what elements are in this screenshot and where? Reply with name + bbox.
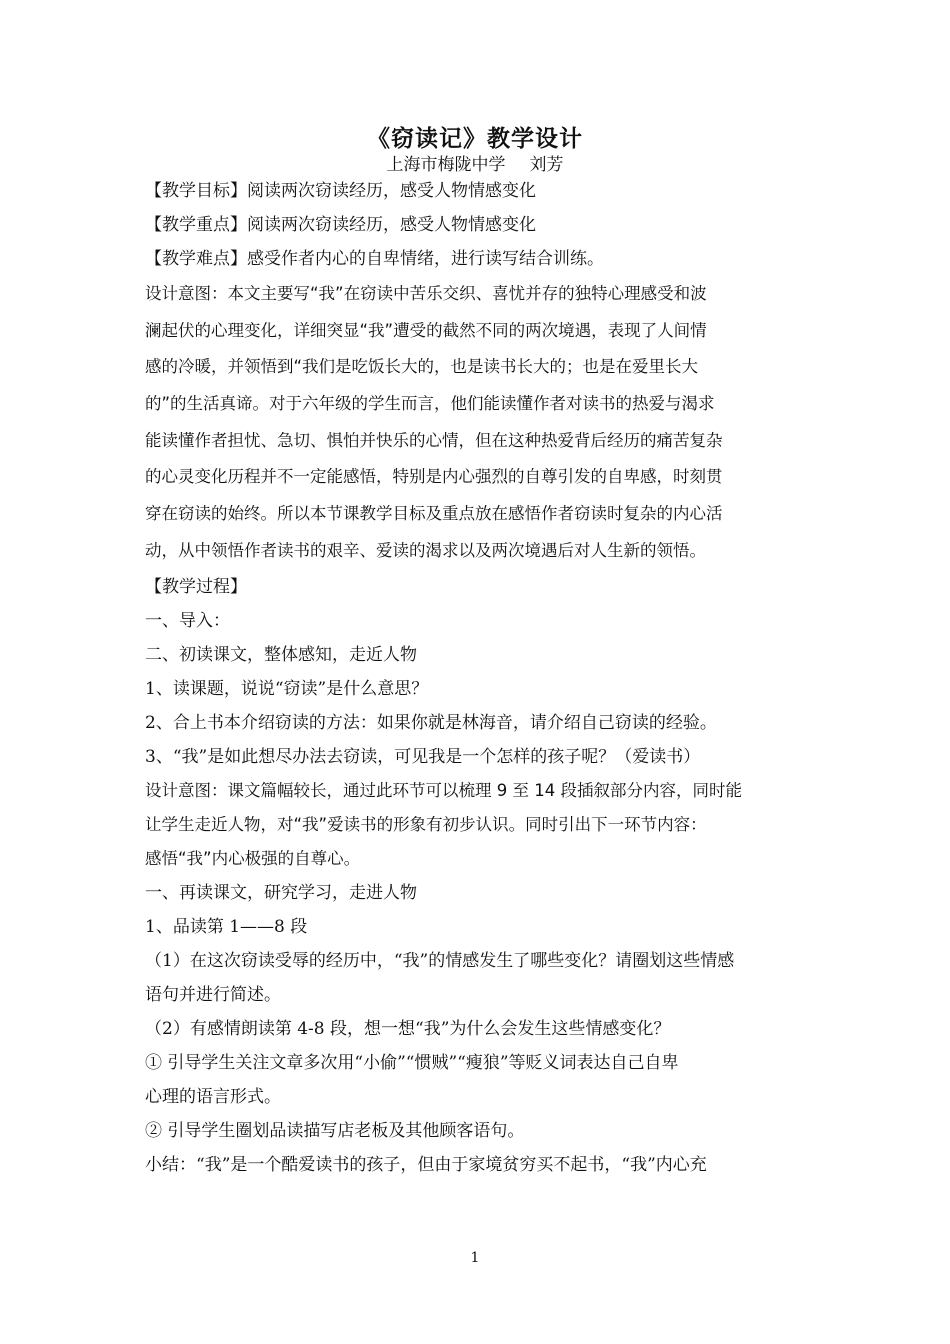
section-3-sub: 1、品读第 1——8 段 [145, 916, 308, 937]
design-intent-2-line: 设计意图：课文篇幅较长，通过此环节可以梳理 9 至 14 段插叙部分内容，同时能 [145, 780, 742, 800]
author-line [0, 150, 950, 175]
design-intent-line: 的”的生活真谛。对于六年级的学生而言，他们能读懂作者对读书的热爱与渴求 [145, 394, 715, 414]
guide-1-line: 心理的语言形式。 [145, 1086, 281, 1107]
teaching-key-point: 【教学重点】阅读两次窃读经历，感受人物情感变化 [145, 215, 536, 235]
process-section-heading: 二、初读课文，整体感知，走近人物 [145, 644, 417, 665]
summary: 小结：“我”是一个酷爱读书的孩子，但由于家境贫穷买不起书，“我”内心充 [145, 1154, 707, 1175]
question-1-line: 语句并进行简述。 [145, 984, 281, 1005]
process-heading: 【教学过程】 [145, 576, 247, 597]
design-intent-line: 感的冷暖，并领悟到“我们是吃饭长大的，也是读书长大的；也是在爱里长大 [145, 357, 699, 377]
design-intent-line: 能读懂作者担忧、急切、惧怕并快乐的心情，但在这种热爱背后经历的痛苦复杂 [145, 430, 723, 450]
process-intro: 一、导入： [145, 610, 230, 631]
design-intent-line: 的心灵变化历程并不一定能感悟，特别是内心强烈的自尊引发的自卑感，时刻贯 [145, 467, 723, 487]
design-intent-line: 澜起伏的心理变化，详细突显“我”遭受的截然不同的两次境遇，表现了人间情 [145, 320, 707, 340]
section-3-heading: 一、再读课文，研究学习，走进人物 [145, 882, 417, 903]
question-2: （2）有感情朗读第 4-8 段，想一想“我”为什么会发生这些情感变化？ [145, 1018, 671, 1039]
author-name: 刘芳 [529, 155, 564, 175]
design-intent-line: 动，从中领悟作者读书的艰辛、爱读的渴求以及两次境遇后对人生新的领悟。 [145, 540, 706, 560]
design-intent-2-line: 感悟“我”内心极强的自尊心。 [145, 848, 361, 868]
design-intent-line: 设计意图：本文主要写“我”在窃读中苦乐交织、喜忧并存的独特心理感受和波 [145, 284, 707, 303]
guide-2: ② 引导学生圈划品读描写店老板及其他顾客语句。 [145, 1120, 525, 1141]
guide-1-line: ① 引导学生关注文章多次用“小偷”“惯贼”“瘦狼”等贬义词表达自己自卑 [145, 1052, 679, 1073]
teaching-difficulty: 【教学难点】感受作者内心的自卑情绪，进行读写结合训练。 [145, 249, 604, 269]
design-intent-line: 穿在窃读的始终。所以本节课教学目标及重点放在感悟作者窃读时复杂的内心活 [145, 504, 723, 524]
document-body [145, 174, 810, 1182]
process-step: 3、“我”是如此想尽办法去窃读，可见我是一个怎样的孩子呢？（爱读书） [145, 746, 701, 767]
teaching-goal: 【教学目标】阅读两次窃读经历，感受人物情感变化 [145, 181, 536, 201]
author-school: 上海市梅陇中学 [386, 155, 506, 175]
question-1-line: （1）在这次窃读受辱的经历中，“我”的情感发生了哪些变化？请圈划这些情感 [145, 950, 735, 971]
process-step: 1、读课题，说说“窃读”是什么意思？ [145, 678, 429, 699]
design-intent-2-line: 让学生走近人物，对“我”爱读书的形象有初步认识。同时引出下一环节内容： [145, 814, 707, 834]
process-step: 2、合上书本介绍窃读的方法：如果你就是林海音，请介绍自己窃读的经验。 [145, 712, 717, 733]
document-title: 《窃读记》教学设计 [367, 125, 583, 152]
page-number: 1 [470, 1250, 480, 1266]
